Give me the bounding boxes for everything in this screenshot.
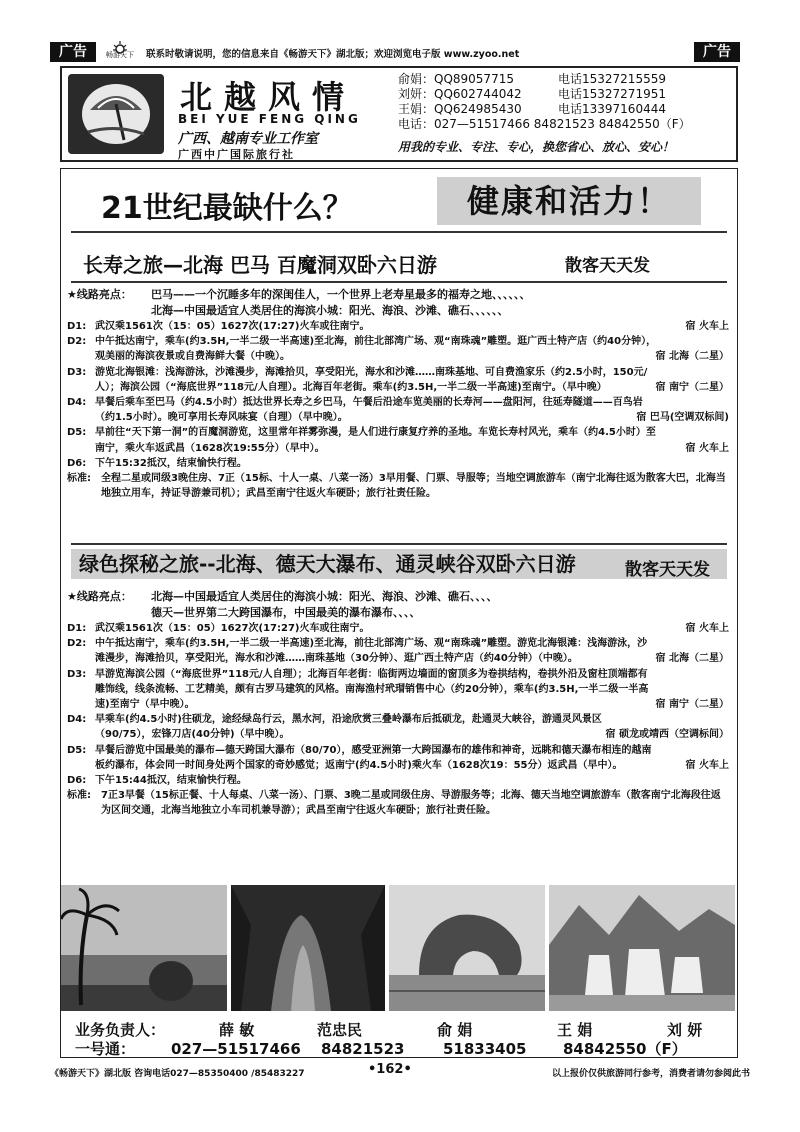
disclaimer: 以上报价仅供旅游同行参考，消费者请勿参阅此书 <box>551 1069 750 1079</box>
contact-phone: 电话13397160444 <box>558 102 666 116</box>
route2-daily: 散客天天发 <box>625 560 710 580</box>
day-label: D4: <box>67 714 87 726</box>
contact-qq: 王娟：QQ624985430 <box>398 102 522 116</box>
day-label: D3: <box>67 366 87 378</box>
day-label: D2: <box>67 638 87 650</box>
footer-contact <box>75 1021 725 1059</box>
managers-line <box>75 1021 725 1040</box>
itinerary-day <box>67 456 733 471</box>
headline-question: 21世纪最缺什么？ <box>101 191 353 226</box>
page-number: •162• <box>368 1062 412 1077</box>
day-text: 下午15:44抵汉，结束愉快行程。 <box>95 775 247 787</box>
highlight-item: 德天—世界第二大跨国瀑布，中国最美的瀑布瀑布、、、、 <box>151 606 421 619</box>
beach-umbrella-logo-icon <box>68 74 164 154</box>
manager-name: 刘 妍 <box>667 1021 703 1039</box>
route1-title: 长寿之旅—北海 巴马 百魔洞双卧六日游 <box>83 253 437 277</box>
itinerary-day <box>67 712 733 742</box>
day-text: 早前往“天下第一洞”的百魔洞游览，这里常年祥雾弥漫，是人们进行康复疗养的圣地。车览长寿村风光，乘车（约4.5小时）至南宁，乘火车返武昌（1628次19:55分）（早中）。 <box>95 427 656 454</box>
ad-tag-left: 广告 <box>50 42 96 62</box>
day-stay: 宿 火车上 <box>685 759 729 771</box>
top-strip <box>50 42 740 64</box>
brand-name: 北越风情 <box>180 78 357 116</box>
day-label: D3: <box>67 668 87 680</box>
contact-phone: 电话15327271951 <box>558 87 666 101</box>
day-text: 早乘车(约4.5小时)往硕龙，途经绿岛行云，黑水河，沿途欣赏三叠岭瀑布后抵硕龙，赴通灵大峡谷，游通灵风景区（90/75），宏锋刀店(40分钟)（早中晚）。 <box>95 714 602 741</box>
day-stay: 宿 南宁（二星） <box>655 381 729 393</box>
highlight-item: 北海—中国最适宜人类居住的海滨小城：阳光、海浪、沙滩、礁石、、、、、、 <box>151 304 509 317</box>
brand-subtitle: 广西、越南专业工作室 <box>178 131 318 147</box>
day-text: 武汉乘1561次（15：05）1627次(17:27)火车或往南宁。 <box>95 321 370 332</box>
itinerary-day <box>67 334 733 364</box>
manager-name: 薛 敏 <box>219 1021 255 1039</box>
phone-number: 84821523 <box>321 1040 405 1058</box>
day-text: 下午15:32抵汉，结束愉快行程。 <box>95 457 247 469</box>
day-stay: 宿 火车上 <box>685 442 729 454</box>
itinerary-day <box>67 319 733 334</box>
elephant-trunk-hill-photo <box>389 885 545 1011</box>
route2-itinerary <box>67 589 733 819</box>
phone-number: 51833405 <box>443 1040 527 1058</box>
standard-text: 7正3早餐（15标正餐、十人每桌、八菜一汤）、门票、3晚二星或同级住房、导游服务等；北海、德天当地空调旅游车（散客南宁北海段往返为区间交通，北海当地独立小车司机兼导游）；武昌至南宁往返火车硬卧；旅行社责任险。 <box>101 790 721 817</box>
divider <box>71 231 727 233</box>
ad-tag-right: 广告 <box>694 42 740 62</box>
day-text: 游览北海银滩：浅海游泳，沙滩漫步，海滩拾贝，享受阳光，海水和沙滩……南珠基地、可自费渔家乐（约2.5小时，150元/人）；海滨公园（“海底世界”118元/人自理）。北海百年老街。乘车(约3.5H,一半二级一半高速)至南宁。（早中晚） <box>95 366 648 393</box>
day-stay: 宿 火车上 <box>685 623 729 634</box>
day-label: D6: <box>67 775 87 787</box>
route1-itinerary <box>67 287 733 501</box>
standard-label: 标准: <box>67 790 91 802</box>
waterfall-photo <box>549 885 735 1011</box>
day-stay: 宿 硕龙或靖西（空调标间） <box>605 729 729 741</box>
contact-row <box>398 87 734 102</box>
itinerary-day <box>67 773 733 788</box>
standard-label: 标准: <box>67 473 91 485</box>
day-label: D4: <box>67 397 87 409</box>
highlight-item: 北海—中国最适宜人类居住的海滨小城：阳光、海浪、沙滩、礁石、、、、 <box>151 590 498 603</box>
managers-label: 业务负责人： <box>75 1021 166 1039</box>
magazine-logo <box>102 42 138 62</box>
magazine-logo-text: 畅游天下 <box>106 51 134 59</box>
day-text: 早餐后乘车至巴马（约4.5小时）抵达世界长寿之乡巴马，午餐后沿途车览美丽的长寿河——盘阳河，往延寿隧道——百鸟岩（约1.5小时）。晚可享用长寿风味宴（自理）（早中晚）。 <box>95 397 643 424</box>
cave-photo <box>231 885 385 1011</box>
itinerary-day <box>67 621 733 636</box>
phone-number: 84842550（F） <box>563 1040 687 1058</box>
highlight-label: ★线路亮点： <box>67 590 132 603</box>
manager-name: 范忠民 <box>317 1021 363 1039</box>
beach-palm-photo <box>61 885 227 1011</box>
itinerary-standard <box>67 788 733 818</box>
day-text: 早餐后游览中国最美的瀑布—德天跨国大瀑布（80/70），感受亚洲第一大跨国瀑布的雄伟和神奇，远眺和德天瀑布相连的越南板约瀑布，体会同一时间身处两个国家的奇妙感觉；返南宁(约4.5小时)乘火车（1628次19：55分）返武昌（早中）。 <box>95 744 652 771</box>
day-text: 早游览海滨公园（“海底世界”118元/人自理）；北海百年老街：临街两边墙面的窗顶多为卷拱结构，卷拱外沿及窗柱顶端都有雕饰线，线条流畅、工艺精美，颇有古罗马建筑的风格。南海渔村玳瑁销售中心（约20分钟），乘车(约3.5H,一半二级一半高速)至南宁（早中晚）。 <box>95 668 649 711</box>
day-label: D1: <box>67 623 87 634</box>
day-stay: 宿 火车上 <box>685 321 729 332</box>
main-content <box>60 168 738 1058</box>
route1-highlights <box>67 287 733 319</box>
day-label: D6: <box>67 457 87 469</box>
phone-number: 027—51517466 <box>171 1040 301 1058</box>
phones-label: 一号通： <box>75 1040 136 1058</box>
highlight-item: 巴马——一个沉睡多年的深闺佳人，一个世界上老寿星最多的福寿之地、、、、、、 <box>151 288 531 301</box>
manager-name: 王 娟 <box>557 1021 593 1039</box>
day-label: D5: <box>67 744 87 756</box>
contact-list <box>398 72 734 132</box>
standard-text: 全程二星或同级3晚住房、7正（15标、十人一桌、八菜一汤）3早用餐、门票、导服等；当地空调旅游车（南宁北海往返为散客大巴，北海当地独立用车，持证导游兼司机）；武昌至南宁往返火车硬卧；旅行社责任险。 <box>101 473 726 500</box>
itinerary-day <box>67 365 733 395</box>
day-text: 中午抵达南宁，乘车(约3.5H,一半二级一半高速)至北海，前往北部湾广场、观“南珠魂”雕塑。逛广西土特产店（约40分钟），观美丽的海滨夜景或自费海鲜大餐（中晚）。 <box>95 336 657 363</box>
phones-line <box>75 1040 725 1059</box>
itinerary-day <box>67 636 733 666</box>
day-text: 武汉乘1561次（15：05）1627次(17:27)火车或往南宁。 <box>95 623 370 634</box>
contact-qq: 俞娟：QQ89057715 <box>398 72 514 86</box>
contact-qq: 刘妍：QQ602744042 <box>398 87 522 101</box>
route1-daily: 散客天天发 <box>565 256 650 276</box>
highlight-label: ★线路亮点： <box>67 288 132 301</box>
office-phone: 电话：027—51517466 84821523 84842550（F） <box>398 117 691 131</box>
divider <box>71 543 727 545</box>
day-text: 中午抵达南宁，乘车(约3.5H,一半二级一半高速)至北海，前往北部湾广场、观“南珠魂”雕塑。游览北海银滩：浅海游泳，沙滩漫步，海滩拾贝，享受阳光，海水和沙滩……南珠基地（30分钟）、逛广西土特产店（约40分钟）（中晚）。 <box>95 638 648 665</box>
brand-pinyin: BEI YUE FENG QING <box>178 112 361 126</box>
divider <box>71 281 727 283</box>
day-stay: 宿 南宁（二星） <box>655 699 729 711</box>
day-stay: 宿 北海（二星） <box>655 351 729 363</box>
agency-header <box>60 66 738 162</box>
itinerary-day <box>67 743 733 773</box>
day-stay: 宿 北海（二星） <box>655 653 729 665</box>
headline-answer: 健康和活力！ <box>437 177 701 225</box>
contact-row <box>398 102 734 117</box>
sun-icon <box>112 40 128 56</box>
itinerary-day <box>67 425 733 455</box>
itinerary-standard <box>67 471 733 501</box>
manager-name: 俞 娟 <box>437 1021 473 1039</box>
day-label: D2: <box>67 336 87 348</box>
day-label: D1: <box>67 321 87 332</box>
route2-title: 绿色探秘之旅--北海、德天大瀑布、通灵峡谷双卧六日游 <box>79 552 576 576</box>
route2-highlights <box>67 589 733 621</box>
magazine-info: 《畅游天下》湖北版 咨询电话027—85350400 /85483227 <box>50 1069 305 1079</box>
contact-row <box>398 72 734 87</box>
agency-name: 广西中广国际旅行社 <box>178 148 295 161</box>
contact-phone: 电话15327215559 <box>558 72 666 86</box>
itinerary-day <box>67 667 733 713</box>
top-note: 联系时敬请说明，您的信息来自《畅游天下》湖北版；欢迎浏览电子版 www.zyoo.net <box>146 49 520 60</box>
photo-strip <box>61 885 737 1013</box>
slogan: 用我的专业、专注、专心，换您省心、放心、安心！ <box>398 140 675 154</box>
bottom-strip <box>50 1062 750 1078</box>
itinerary-day <box>67 395 733 425</box>
day-label: D5: <box>67 427 87 439</box>
day-stay: 宿 巴马(空调双标间) <box>636 412 729 424</box>
